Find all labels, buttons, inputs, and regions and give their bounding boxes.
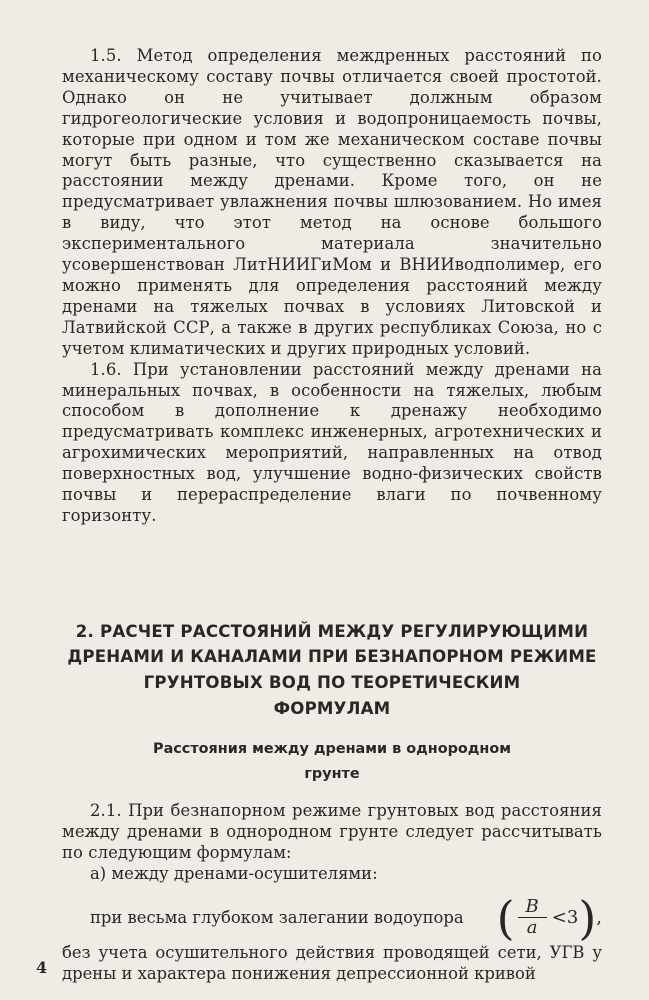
list-item-a: а) между дренами-осушителями: bbox=[90, 863, 378, 883]
paragraph-continuation: без учета осушительного действия проводящей сети, УГВ у дрены и характера понижения депрессионной кривой bbox=[62, 942, 602, 983]
formula bbox=[496, 890, 602, 945]
page-body bbox=[62, 46, 602, 985]
paragraph-1-6: 1.6. При установлении расстояний между дренами на минеральных почвах, в особенности на тяжелых, любым способом в дополнение к дренажу необходимо предусматривать комплекс инженерных, агротехнических и агрохимических мероприятий, направленных на отвод поверхностных вод, улучшение водно-физических свойств почвы и перераспределение влаги по почвенному горизонту. bbox=[62, 359, 602, 525]
section-heading-line: ГРУНТОВЫХ ВОД ПО ТЕОРЕТИЧЕСКИМ bbox=[143, 673, 521, 693]
section-heading bbox=[62, 619, 602, 721]
section-heading-line: ДРЕНАМИ И КАНАЛАМИ ПРИ БЕЗНАПОРНОМ РЕЖИМЕ bbox=[67, 647, 597, 667]
formula-line bbox=[62, 890, 602, 945]
formula-relation: <3 bbox=[551, 907, 579, 929]
right-paren: ) bbox=[578, 890, 597, 945]
fraction-numerator: B bbox=[518, 897, 547, 918]
fraction-denominator: a bbox=[526, 917, 538, 939]
fraction bbox=[518, 897, 547, 938]
left-paren: ( bbox=[496, 890, 515, 945]
subsection-heading-line: грунте bbox=[304, 766, 360, 783]
subsection-heading-line: Расстояния между дренами в однородном bbox=[153, 741, 511, 758]
section-heading-line: ФОРМУЛАМ bbox=[273, 698, 391, 718]
subsection-heading bbox=[62, 737, 602, 787]
formula-condition-text: при весьма глубоком залегании водоупора bbox=[90, 908, 464, 928]
paragraph-2-1: 2.1. При безнапорном режиме грунтовых вод расстояния между дренами в однородном грунте следует рассчитывать по следующим формулам: bbox=[62, 801, 602, 863]
paragraph-1-5: 1.5. Метод определения междренных расстояний по механическому составу почвы отличается своей простотой. Однако он не учитывает должным образом гидрогеологические условия и водопроницаемость почвы, которые при одном и том же механическом составе почвы могут быть разные, что существенно сказывается на расстоянии между дренами. Кроме того, он не предусматривает увлажнения почвы шлюзованием. Но имея в виду, что этот метод на основе большого экспериментального материала значительно усовершенствован ЛитНИИГиМом и ВНИИводполимер, его можно применять для определения расстояний между дренами на тяжелых почвах в условиях Литовской и Латвийской ССР, а также в других республиках Союза, но с учетом климатических и других природных условий. bbox=[62, 46, 602, 358]
section-heading-line: 2. РАСЧЕТ РАССТОЯНИЙ МЕЖДУ РЕГУЛИРУЮЩИМИ bbox=[75, 621, 589, 641]
formula-comma: , bbox=[596, 907, 602, 929]
page-number: 4 bbox=[36, 958, 48, 977]
